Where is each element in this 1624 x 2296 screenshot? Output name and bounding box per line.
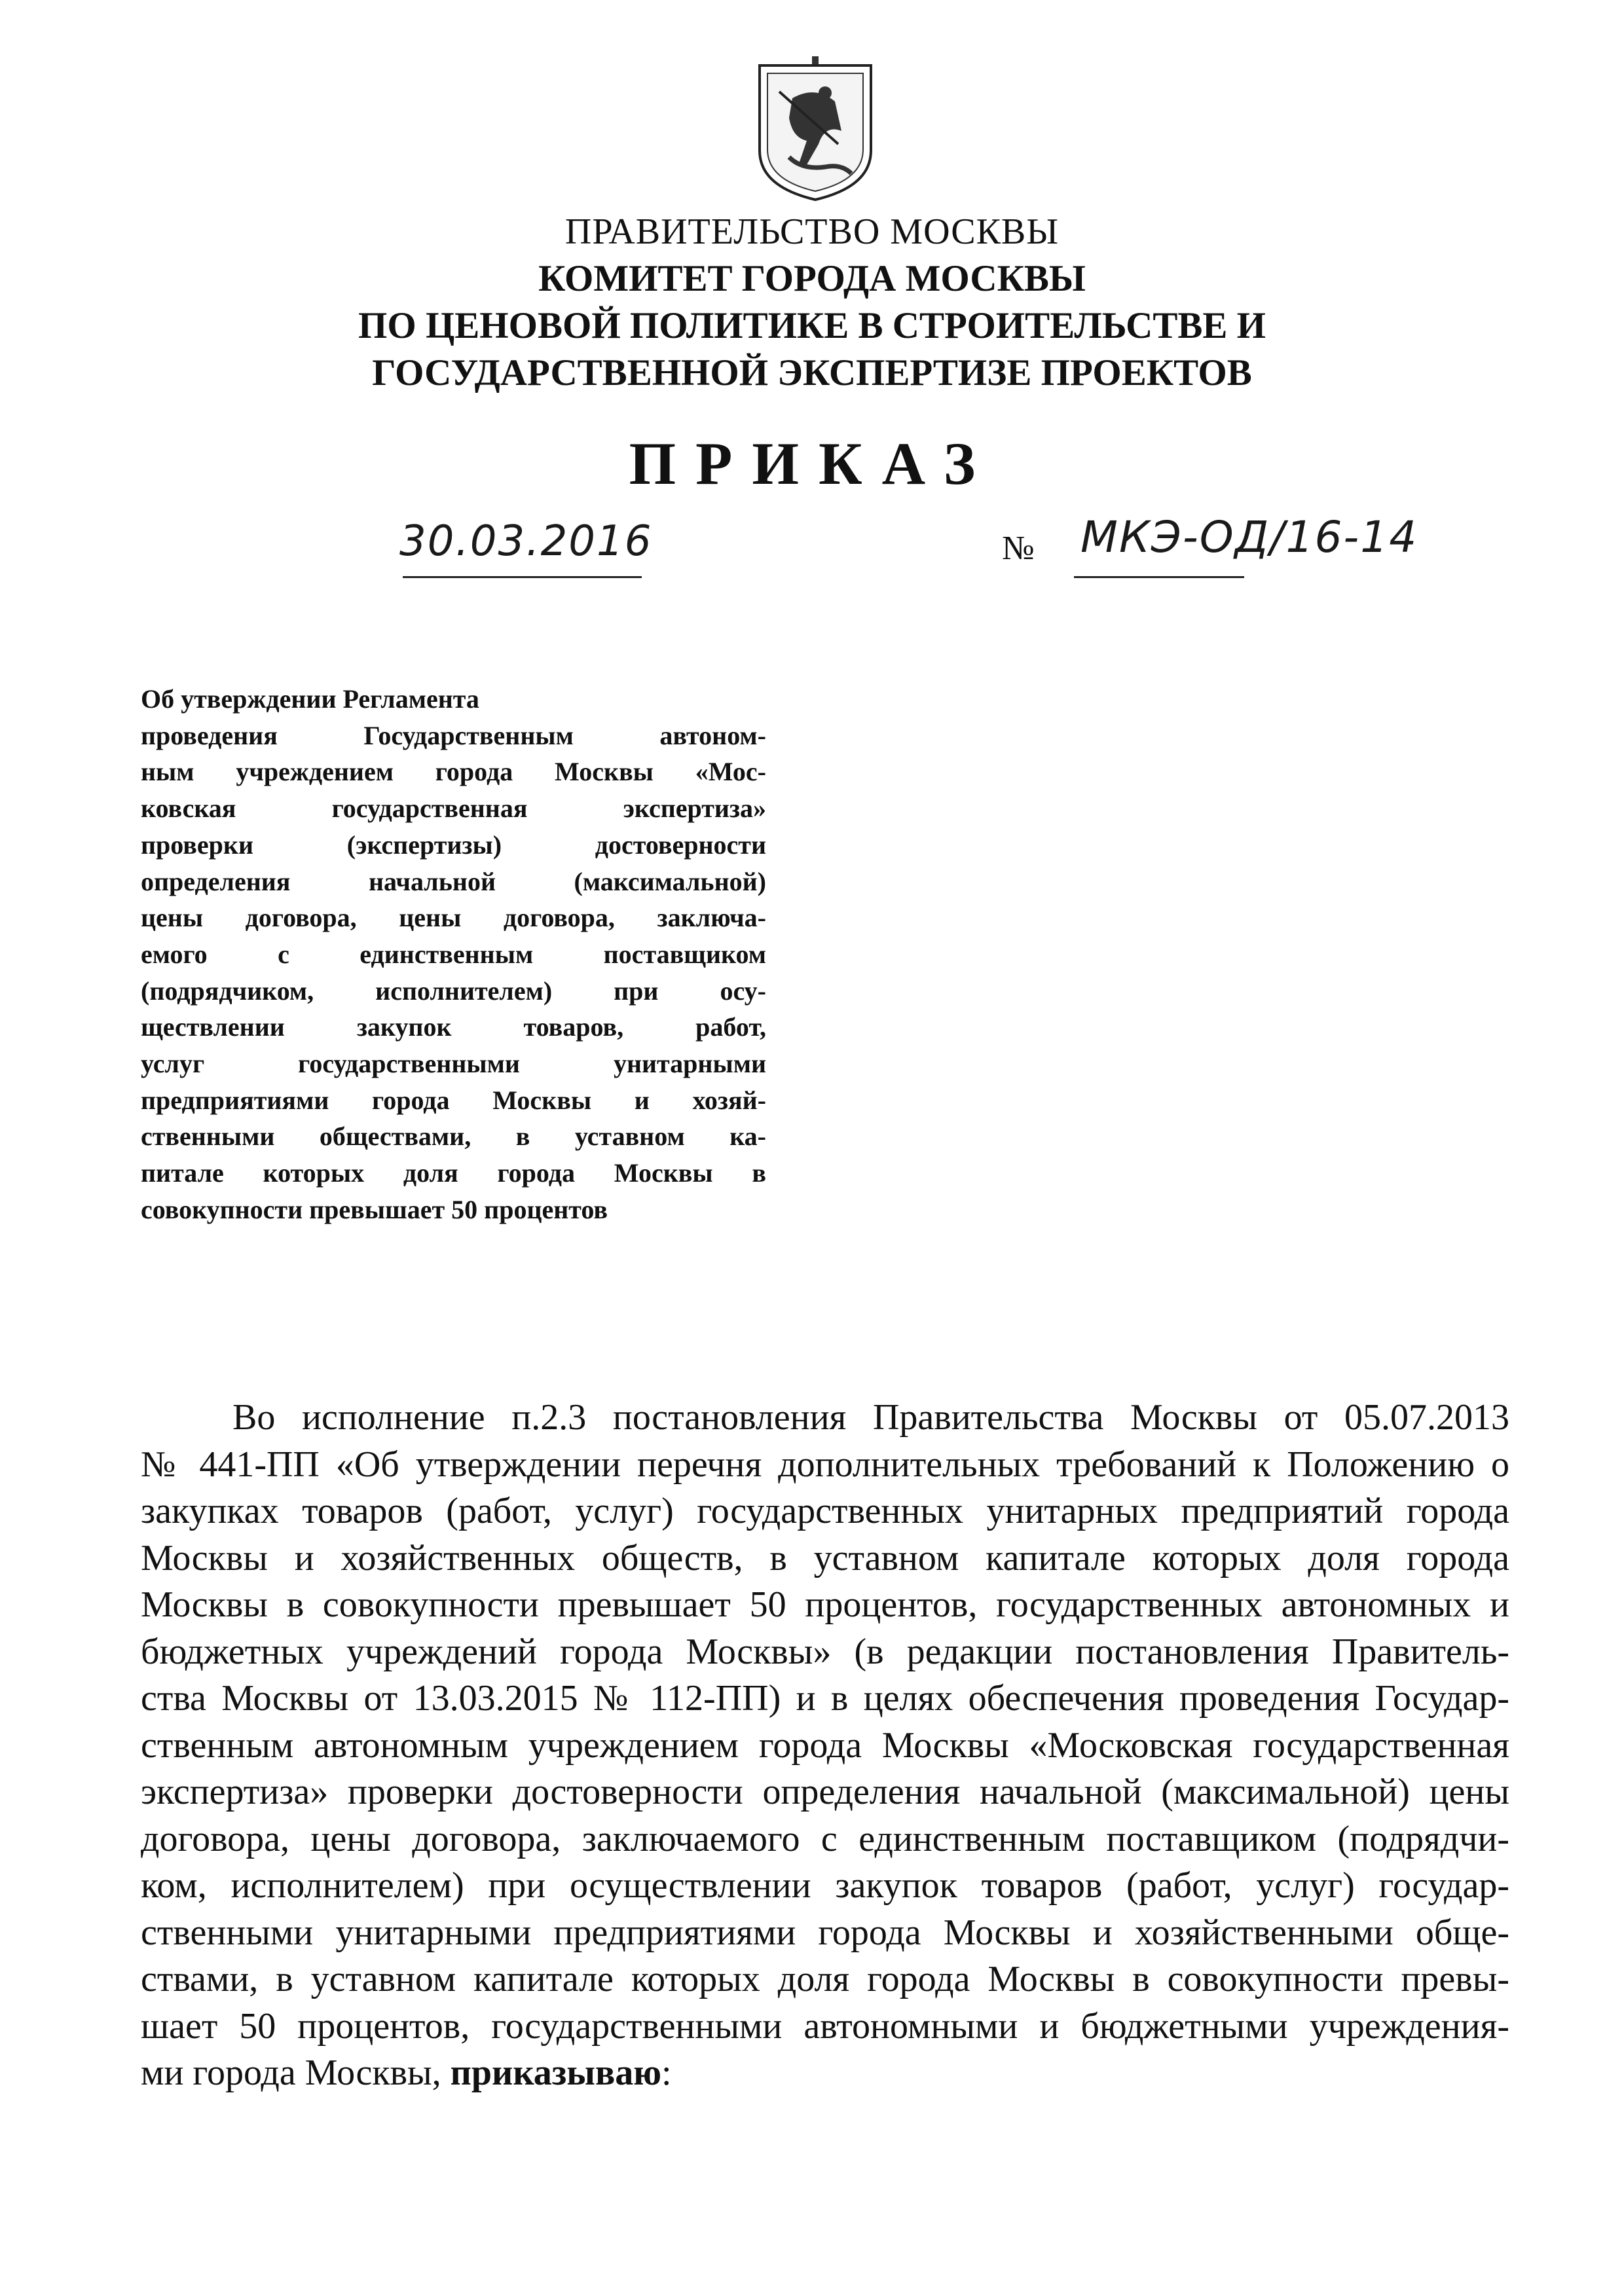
subject-line: (подрядчиком, исполнителем) при осу-	[141, 975, 766, 1006]
order-directive: приказываю	[450, 2052, 661, 2093]
order-body	[141, 1394, 1509, 2097]
body-last-colon: :	[661, 2052, 672, 2093]
subject-line: цены договора, цены договора, заключа-	[141, 903, 766, 933]
committee-line: ГОСУДАРСТВЕННОЙ ЭКСПЕРТИЗЕ ПРОЕКТОВ	[372, 352, 1252, 393]
order-number-label: №	[1002, 530, 1035, 567]
subject-line: предприятиями города Москвы и хозяй-	[141, 1085, 766, 1115]
subject-line: ственными обществами, в уставном ка-	[141, 1121, 766, 1152]
order-subject	[141, 681, 766, 1228]
number-underline	[1074, 576, 1244, 578]
subject-line: проведения Государственным автоном-	[141, 720, 766, 750]
document-title: ПРИКАЗ	[629, 430, 995, 497]
body-last-line	[141, 2050, 1509, 2097]
body-line: Москвы и хозяйственных обществ, в уставном капитале которых доля города	[141, 1537, 1509, 1578]
subject-line: ковская государственная экспертиза»	[141, 793, 766, 824]
body-line: договора, цены договора, заключаемого с единственным поставщиком (подрядчи-	[141, 1818, 1509, 1859]
order-date: 30.03.2016	[399, 517, 653, 566]
body-line: экспертиза» проверки достоверности определения начальной (максимальной) цены	[141, 1772, 1509, 1812]
subject-line: Об утверждении Регламента	[141, 684, 479, 714]
subject-line: ным учреждением города Москвы «Мос-	[141, 757, 766, 787]
order-number: МКЭ-ОД/16-14	[1080, 512, 1418, 562]
subject-line: совокупности превышает 50 процентов	[141, 1194, 608, 1224]
body-line: ственными унитарными предприятиями города Москвы и хозяйственными обще-	[141, 1912, 1509, 1953]
committee-name	[0, 255, 1624, 397]
body-line: ком, исполнителем) при осуществлении закупок товаров (работ, услуг) государ-	[141, 1865, 1509, 1906]
date-underline	[403, 576, 642, 578]
body-line: ства Москвы от 13.03.2015 № 112-ПП) и в целях обеспечения проведения Государ-	[141, 1678, 1509, 1719]
body-line: ствами, в уставном капитале которых доля города Москвы в совокупности превы-	[141, 1959, 1509, 1999]
subject-line: ществлении закупок товаров, работ,	[141, 1012, 766, 1042]
body-line: № 441-ПП «Об утверждении перечня дополнительных требований к Положению о	[141, 1444, 1509, 1485]
subject-line: емого с единственным поставщиком	[141, 939, 766, 969]
subject-line: услуг государственными унитарными	[141, 1049, 766, 1079]
body-line: бюджетных учреждений города Москвы» (в редакции постановления Правитель-	[141, 1631, 1509, 1672]
committee-line: ПО ЦЕНОВОЙ ПОЛИТИКЕ В СТРОИТЕЛЬСТВЕ И	[358, 305, 1266, 346]
moscow-coat-of-arms-icon	[753, 52, 877, 203]
subject-line: определения начальной (максимальной)	[141, 866, 766, 896]
committee-line: КОМИТЕТ ГОРОДА МОСКВЫ	[538, 258, 1086, 299]
government-name: ПРАВИТЕЛЬСТВО МОСКВЫ	[564, 211, 1060, 252]
body-line: закупках товаров (работ, услуг) государственных унитарных предприятий города	[141, 1491, 1509, 1531]
body-line: Во исполнение п.2.3 постановления Правительства Москвы от 05.07.2013	[232, 1397, 1509, 1438]
body-last-text: ми города Москвы,	[141, 2052, 441, 2093]
subject-line: питале которых доля города Москвы в	[141, 1158, 766, 1188]
body-line: шает 50 процентов, государственными автономными и бюджетными учреждения-	[141, 2005, 1509, 2047]
body-line: Москвы в совокупности превышает 50 процентов, государственных автономных и	[141, 1584, 1509, 1625]
subject-line: проверки (экспертизы) достоверности	[141, 829, 766, 860]
body-line: ственным автономным учреждением города Москвы «Московская государственная	[141, 1724, 1509, 1766]
